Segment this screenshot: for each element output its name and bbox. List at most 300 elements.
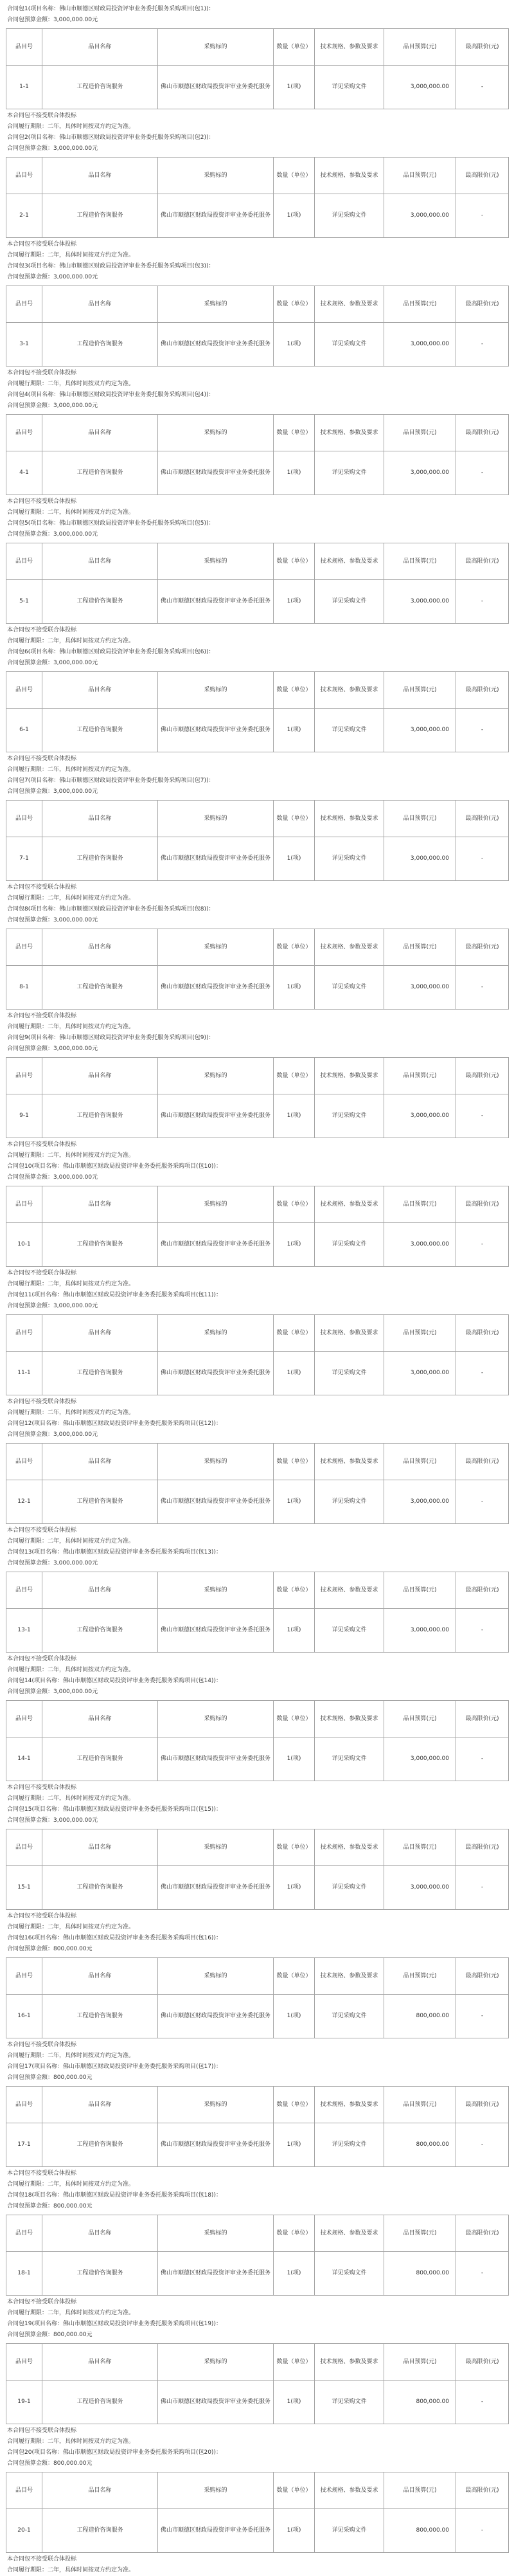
no-consortium-note: 本合同包不接受联合体投标 [7,1399,77,1405]
no-consortium-note: 本合同包不接受联合体投标 [7,2556,77,2562]
item-number-cell: 17-1 [6,2123,42,2167]
column-header: 最高限价(元) [456,2087,509,2123]
package-budget: 合同包预算金额：3,000,000.00元 [7,917,98,923]
item-budget-cell: 3,000,000.00 [384,966,456,1010]
item-number-cell: 8-1 [6,966,42,1010]
column-header: 数量（单位） [274,2215,315,2252]
procurement-target-cell: 佛山市顺德区财政局投资评审业务委托服务 [158,2123,274,2167]
column-header: 采购标的 [158,2344,274,2381]
no-consortium-note: 本合同包不接受联合体投标 [7,2170,77,2177]
column-header: 品目号 [6,2215,42,2252]
item-name-cell: 工程造价咨询服务 [42,966,158,1010]
procurement-table [6,543,509,624]
column-header: 品目号 [6,2344,42,2381]
item-number-cell: 11-1 [6,1352,42,1395]
column-header: 品目号 [6,1315,42,1352]
item-name-cell: 工程造价咨询服务 [42,580,158,624]
column-header: 最高限价(元) [456,1058,509,1094]
package-title: 合同包17(项目名称：佛山市顺德区财政局投资评审业务委托服务采购项目(包17))： [7,2064,222,2070]
column-header: 技术规格、参数及要求 [315,1058,384,1094]
column-header: 采购标的 [158,1701,274,1737]
contract-package [6,4,508,132]
column-header: 最高限价(元) [456,1572,509,1609]
table-header-row [6,2087,509,2123]
package-budget: 合同包预算金额：3,000,000.00元 [7,1560,98,1566]
column-header: 品目名称 [42,1701,158,1737]
column-header: 品目号 [6,543,42,580]
item-budget-cell: 800,000.00 [384,1995,456,2038]
contract-term-note: 合同履行期限：二年，具体时间按双方约定为准。 [7,1410,135,1416]
package-budget: 合同包预算金额：3,000,000.00元 [7,274,98,280]
max-price-cell: - [456,580,509,624]
procurement-table [6,286,509,367]
procurement-target-cell: 佛山市顺德区财政局投资评审业务委托服务 [158,1352,274,1395]
column-header: 品目预算(元) [384,415,456,451]
column-header: 品目号 [6,1186,42,1223]
table-header-row [6,286,509,323]
package-budget: 合同包预算金额：3,000,000.00元 [7,1303,98,1309]
item-number-cell: 5-1 [6,580,42,624]
procurement-table [6,2215,509,2296]
package-title: 合同包11(项目名称：佛山市顺德区财政局投资评审业务委托服务采购项目(包11))： [7,1292,222,1298]
column-header: 最高限价(元) [456,1958,509,1995]
table-row [6,837,509,881]
item-budget-cell: 3,000,000.00 [384,1480,456,1524]
column-header: 数量（单位） [274,1572,315,1609]
contract-package [6,132,508,261]
no-consortium-note: 本合同包不接受联合体投标 [7,113,77,119]
contract-term-note: 合同履行期限：二年，具体时间按双方约定为准。 [7,252,135,259]
item-number-cell: 15-1 [6,1866,42,1910]
max-price-cell: - [456,1480,509,1524]
column-header: 最高限价(元) [456,929,509,966]
column-header: 数量（单位） [274,2472,315,2509]
max-price-cell: - [456,1094,509,1138]
no-consortium-note: 本合同包不接受联合体投标 [7,498,77,505]
column-header: 数量（单位） [274,1315,315,1352]
column-header: 品目预算(元) [384,158,456,194]
contract-term-note: 合同履行期限：二年，具体时间按双方约定为准。 [7,2053,135,2059]
column-header: 品目预算(元) [384,2344,456,2381]
quantity-cell: 1(项) [274,2509,315,2553]
no-consortium-note: 本合同包不接受联合体投标 [7,627,77,633]
column-header: 采购标的 [158,158,274,194]
contract-package [6,518,508,647]
item-name-cell: 工程造价咨询服务 [42,1995,158,2038]
contract-term-note: 合同履行期限：二年，具体时间按双方约定为准。 [7,1667,135,1673]
no-consortium-note: 本合同包不接受联合体投标 [7,884,77,891]
no-consortium-note: 本合同包不接受联合体投标 [7,1141,77,1148]
column-header: 采购标的 [158,415,274,451]
item-number-cell: 14-1 [6,1737,42,1781]
quantity-cell: 1(项) [274,966,315,1010]
column-header: 品目预算(元) [384,672,456,709]
item-number-cell: 20-1 [6,2509,42,2553]
no-consortium-note: 本合同包不接受联合体投标 [7,1527,77,1534]
table-row [6,2123,509,2167]
package-title: 合同包1(项目名称：佛山市顺德区财政局投资评审业务委托服务采购项目(包1))： [7,6,215,12]
no-consortium-note: 本合同包不接受联合体投标 [7,2299,77,2305]
quantity-cell: 1(项) [274,2252,315,2296]
contract-term-note: 合同履行期限：二年，具体时间按双方约定为准。 [7,381,135,387]
table-header-row [6,29,509,66]
max-price-cell: - [456,2381,509,2424]
column-header: 品目名称 [42,286,158,323]
spec-cell: 详见采购文件 [315,1737,384,1781]
contract-package [6,1419,508,1547]
column-header: 数量（单位） [274,29,315,66]
contract-package [6,1547,508,1676]
table-row [6,1094,509,1138]
item-name-cell: 工程造价咨询服务 [42,1866,158,1910]
table-row [6,1737,509,1781]
column-header: 品目号 [6,2472,42,2509]
package-budget: 合同包预算金额：3,000,000.00元 [7,1817,98,1824]
package-title: 合同包4(项目名称：佛山市顺德区财政局投资评审业务委托服务采购项目(包4))： [7,392,215,398]
column-header: 技术规格、参数及要求 [315,1444,384,1480]
table-header-row [6,2472,509,2509]
column-header: 品目预算(元) [384,1572,456,1609]
column-header: 最高限价(元) [456,2344,509,2381]
column-header: 品目号 [6,1444,42,1480]
package-budget: 合同包预算金额：800,000.00元 [7,2203,93,2209]
spec-cell: 详见采购文件 [315,451,384,495]
item-name-cell: 工程造价咨询服务 [42,1480,158,1524]
column-header: 数量（单位） [274,1058,315,1094]
column-header: 品目名称 [42,2344,158,2381]
item-number-cell: 3-1 [6,323,42,367]
column-header: 品目名称 [42,415,158,451]
package-budget: 合同包预算金额：3,000,000.00元 [7,531,98,538]
no-consortium-note: 本合同包不接受联合体投标 [7,370,77,376]
procurement-target-cell: 佛山市顺德区财政局投资评审业务委托服务 [158,580,274,624]
item-budget-cell: 800,000.00 [384,2509,456,2553]
contract-package [6,1676,508,1804]
column-header: 技术规格、参数及要求 [315,543,384,580]
table-row [6,966,509,1010]
column-header: 品目预算(元) [384,1186,456,1223]
column-header: 品目号 [6,1701,42,1737]
package-budget: 合同包预算金额：3,000,000.00元 [7,1174,98,1181]
contract-package [6,904,508,1033]
spec-cell: 详见采购文件 [315,1609,384,1653]
contract-package [6,390,508,518]
spec-cell: 详见采购文件 [315,1866,384,1910]
column-header: 采购标的 [158,286,274,323]
column-header: 品目名称 [42,1829,158,1866]
package-budget: 合同包预算金额：3,000,000.00元 [7,17,98,23]
column-header: 技术规格、参数及要求 [315,415,384,451]
item-name-cell: 工程造价咨询服务 [42,1352,158,1395]
quantity-cell: 1(项) [274,1866,315,1910]
item-name-cell: 工程造价咨询服务 [42,2123,158,2167]
procurement-table [6,2343,509,2424]
table-header-row [6,1444,509,1480]
package-budget: 合同包预算金额：800,000.00元 [7,2074,93,2081]
column-header: 采购标的 [158,929,274,966]
spec-cell: 详见采购文件 [315,323,384,367]
spec-cell: 详见采购文件 [315,1223,384,1267]
package-title: 合同包18(项目名称：佛山市顺德区财政局投资评审业务委托服务采购项目(包18))： [7,2192,222,2199]
column-header: 品目名称 [42,2215,158,2252]
max-price-cell: - [456,451,509,495]
column-header: 品目预算(元) [384,1701,456,1737]
table-header-row [6,1186,509,1223]
contract-package [6,776,508,904]
table-row [6,2509,509,2553]
spec-cell: 详见采购文件 [315,2252,384,2296]
item-budget-cell: 800,000.00 [384,2381,456,2424]
item-number-cell: 6-1 [6,709,42,752]
procurement-target-cell: 佛山市顺德区财政局投资评审业务委托服务 [158,1480,274,1524]
contract-term-note: 合同履行期限：二年，具体时间按双方约定为准。 [7,2181,135,2188]
item-name-cell: 工程造价咨询服务 [42,194,158,238]
column-header: 技术规格、参数及要求 [315,1572,384,1609]
package-budget: 合同包预算金额：3,000,000.00元 [7,145,98,152]
no-consortium-note: 本合同包不接受联合体投标 [7,1013,77,1019]
item-name-cell: 工程造价咨询服务 [42,1609,158,1653]
max-price-cell: - [456,66,509,109]
column-header: 品目预算(元) [384,2087,456,2123]
quantity-cell: 1(项) [274,709,315,752]
table-row [6,2381,509,2424]
package-title: 合同包8(项目名称：佛山市顺德区财政局投资评审业务委托服务采购项目(包8))： [7,906,215,912]
quantity-cell: 1(项) [274,1223,315,1267]
package-title: 合同包16(项目名称：佛山市顺德区财政局投资评审业务委托服务采购项目(包16))： [7,1935,222,1941]
package-budget: 合同包预算金额：3,000,000.00元 [7,788,98,795]
item-name-cell: 工程造价咨询服务 [42,2381,158,2424]
max-price-cell: - [456,1223,509,1267]
max-price-cell: - [456,709,509,752]
column-header: 数量（单位） [274,1701,315,1737]
item-name-cell: 工程造价咨询服务 [42,451,158,495]
item-budget-cell: 3,000,000.00 [384,1094,456,1138]
package-title: 合同包13(项目名称：佛山市顺德区财政局投资评审业务委托服务采购项目(包13))： [7,1549,222,1556]
package-title: 合同包7(项目名称：佛山市顺德区财政局投资评审业务委托服务采购项目(包7))： [7,777,215,784]
column-header: 最高限价(元) [456,1444,509,1480]
column-header: 品目号 [6,29,42,66]
item-budget-cell: 800,000.00 [384,2123,456,2167]
item-budget-cell: 3,000,000.00 [384,1223,456,1267]
column-header: 最高限价(元) [456,1829,509,1866]
contract-term-note: 合同履行期限：二年，具体时间按双方约定为准。 [7,123,135,130]
procurement-table [6,800,509,881]
item-budget-cell: 3,000,000.00 [384,194,456,238]
column-header: 品目名称 [42,1958,158,1995]
max-price-cell: - [456,837,509,881]
package-budget: 合同包预算金额：800,000.00元 [7,1946,93,1952]
package-budget: 合同包预算金额：3,000,000.00元 [7,660,98,666]
column-header: 技术规格、参数及要求 [315,929,384,966]
procurement-table [6,1443,509,1524]
column-header: 数量（单位） [274,1444,315,1480]
quantity-cell: 1(项) [274,194,315,238]
column-header: 最高限价(元) [456,672,509,709]
column-header: 品目名称 [42,1444,158,1480]
procurement-table [6,414,509,495]
quantity-cell: 1(项) [274,2381,315,2424]
spec-cell: 详见采购文件 [315,837,384,881]
table-row [6,709,509,752]
column-header: 最高限价(元) [456,801,509,837]
item-budget-cell: 3,000,000.00 [384,1352,456,1395]
max-price-cell: - [456,1995,509,2038]
column-header: 技术规格、参数及要求 [315,1701,384,1737]
procurement-table [6,1957,509,2038]
column-header: 品目号 [6,415,42,451]
item-budget-cell: 3,000,000.00 [384,1609,456,1653]
item-budget-cell: 3,000,000.00 [384,580,456,624]
column-header: 最高限价(元) [456,1701,509,1737]
contract-term-note: 合同履行期限：二年，具体时间按双方约定为准。 [7,1795,135,1802]
column-header: 品目号 [6,1958,42,1995]
max-price-cell: - [456,323,509,367]
package-budget: 合同包预算金额：3,000,000.00元 [7,1046,98,1052]
table-header-row [6,1315,509,1352]
item-name-cell: 工程造价咨询服务 [42,709,158,752]
item-number-cell: 2-1 [6,194,42,238]
contract-package [6,2062,508,2190]
item-name-cell: 工程造价咨询服务 [42,837,158,881]
quantity-cell: 1(项) [274,451,315,495]
column-header: 品目名称 [42,801,158,837]
no-consortium-note: 本合同包不接受联合体投标 [7,2042,77,2048]
package-title: 合同包9(项目名称：佛山市顺德区财政局投资评审业务委托服务采购项目(包9))： [7,1035,215,1041]
column-header: 品目号 [6,801,42,837]
spec-cell: 详见采购文件 [315,1995,384,2038]
quantity-cell: 1(项) [274,1094,315,1138]
spec-cell: 详见采购文件 [315,1094,384,1138]
no-consortium-note: 本合同包不接受联合体投标 [7,1270,77,1276]
column-header: 最高限价(元) [456,415,509,451]
column-header: 品目名称 [42,2472,158,2509]
item-budget-cell: 3,000,000.00 [384,451,456,495]
spec-cell: 详见采购文件 [315,194,384,238]
table-row [6,66,509,109]
table-row [6,1352,509,1395]
contract-term-note: 合同履行期限：二年，具体时间按双方约定为准。 [7,895,135,902]
column-header: 采购标的 [158,672,274,709]
procurement-target-cell: 佛山市顺德区财政局投资评审业务委托服务 [158,1866,274,1910]
table-row [6,323,509,367]
contract-term-note: 合同履行期限：二年，具体时间按双方约定为准。 [7,2310,135,2316]
spec-cell: 详见采购文件 [315,66,384,109]
procurement-target-cell: 佛山市顺德区财政局投资评审业务委托服务 [158,837,274,881]
table-header-row [6,1701,509,1737]
column-header: 最高限价(元) [456,2215,509,2252]
table-header-row [6,801,509,837]
item-budget-cell: 3,000,000.00 [384,837,456,881]
table-header-row [6,1829,509,1866]
max-price-cell: - [456,966,509,1010]
column-header: 采购标的 [158,1315,274,1352]
item-number-cell: 18-1 [6,2252,42,2296]
column-header: 最高限价(元) [456,286,509,323]
procurement-table [6,2472,509,2553]
column-header: 采购标的 [158,29,274,66]
item-number-cell: 16-1 [6,1995,42,2038]
quantity-cell: 1(项) [274,323,315,367]
item-name-cell: 工程造价咨询服务 [42,1737,158,1781]
column-header: 数量（单位） [274,286,315,323]
procurement-table [6,1314,509,1395]
column-header: 技术规格、参数及要求 [315,672,384,709]
column-header: 品目预算(元) [384,2472,456,2509]
column-header: 数量（单位） [274,1958,315,1995]
contract-term-note: 合同履行期限：二年，具体时间按双方约定为准。 [7,638,135,644]
item-number-cell: 13-1 [6,1609,42,1653]
column-header: 品目号 [6,2087,42,2123]
column-header: 品目预算(元) [384,1058,456,1094]
table-row [6,1609,509,1653]
column-header: 品目名称 [42,29,158,66]
procurement-target-cell: 佛山市顺德区财政局投资评审业务委托服务 [158,709,274,752]
quantity-cell: 1(项) [274,837,315,881]
procurement-table [6,1057,509,1138]
table-row [6,1995,509,2038]
column-header: 采购标的 [158,1829,274,1866]
contract-package [6,1804,508,1933]
table-row [6,580,509,624]
quantity-cell: 1(项) [274,66,315,109]
column-header: 品目号 [6,158,42,194]
column-header: 技术规格、参数及要求 [315,2215,384,2252]
contract-package [6,1033,508,1161]
column-header: 品目号 [6,286,42,323]
contract-term-note: 合同履行期限：二年，具体时间按双方约定为准。 [7,2567,135,2573]
column-header: 品目预算(元) [384,1829,456,1866]
procurement-target-cell: 佛山市顺德区财政局投资评审业务委托服务 [158,1737,274,1781]
item-budget-cell: 3,000,000.00 [384,323,456,367]
contract-term-note: 合同履行期限：二年，具体时间按双方约定为准。 [7,1281,135,1287]
column-header: 最高限价(元) [456,1186,509,1223]
procurement-target-cell: 佛山市顺德区财政局投资评审业务委托服务 [158,2381,274,2424]
procurement-target-cell: 佛山市顺德区财政局投资评审业务委托服务 [158,1995,274,2038]
table-header-row [6,1058,509,1094]
column-header: 最高限价(元) [456,29,509,66]
column-header: 品目号 [6,1058,42,1094]
table-header-row [6,543,509,580]
column-header: 采购标的 [158,2215,274,2252]
procurement-target-cell: 佛山市顺德区财政局投资评审业务委托服务 [158,1223,274,1267]
package-title: 合同包20(项目名称：佛山市顺德区财政局投资评审业务委托服务采购项目(包20))： [7,2449,222,2456]
column-header: 品目号 [6,1572,42,1609]
column-header: 品目名称 [42,2087,158,2123]
column-header: 技术规格、参数及要求 [315,2087,384,2123]
contract-package [6,647,508,776]
column-header: 品目预算(元) [384,801,456,837]
max-price-cell: - [456,2123,509,2167]
column-header: 技术规格、参数及要求 [315,29,384,66]
contract-term-note: 合同履行期限：二年，具体时间按双方约定为准。 [7,1152,135,1159]
package-title: 合同包3(项目名称：佛山市顺德区财政局投资评审业务委托服务采购项目(包3))： [7,263,215,269]
table-header-row [6,672,509,709]
procurement-target-cell: 佛山市顺德区财政局投资评审业务委托服务 [158,2509,274,2553]
spec-cell: 详见采购文件 [315,1480,384,1524]
package-title: 合同包12(项目名称：佛山市顺德区财政局投资评审业务委托服务采购项目(包12))： [7,1420,222,1427]
table-header-row [6,415,509,451]
contract-package [6,1290,508,1419]
column-header: 品目预算(元) [384,543,456,580]
table-row [6,1223,509,1267]
column-header: 品目预算(元) [384,2215,456,2252]
column-header: 技术规格、参数及要求 [315,1829,384,1866]
spec-cell: 详见采购文件 [315,966,384,1010]
column-header: 品目名称 [42,1572,158,1609]
column-header: 数量（单位） [274,543,315,580]
item-name-cell: 工程造价咨询服务 [42,1094,158,1138]
max-price-cell: - [456,1352,509,1395]
